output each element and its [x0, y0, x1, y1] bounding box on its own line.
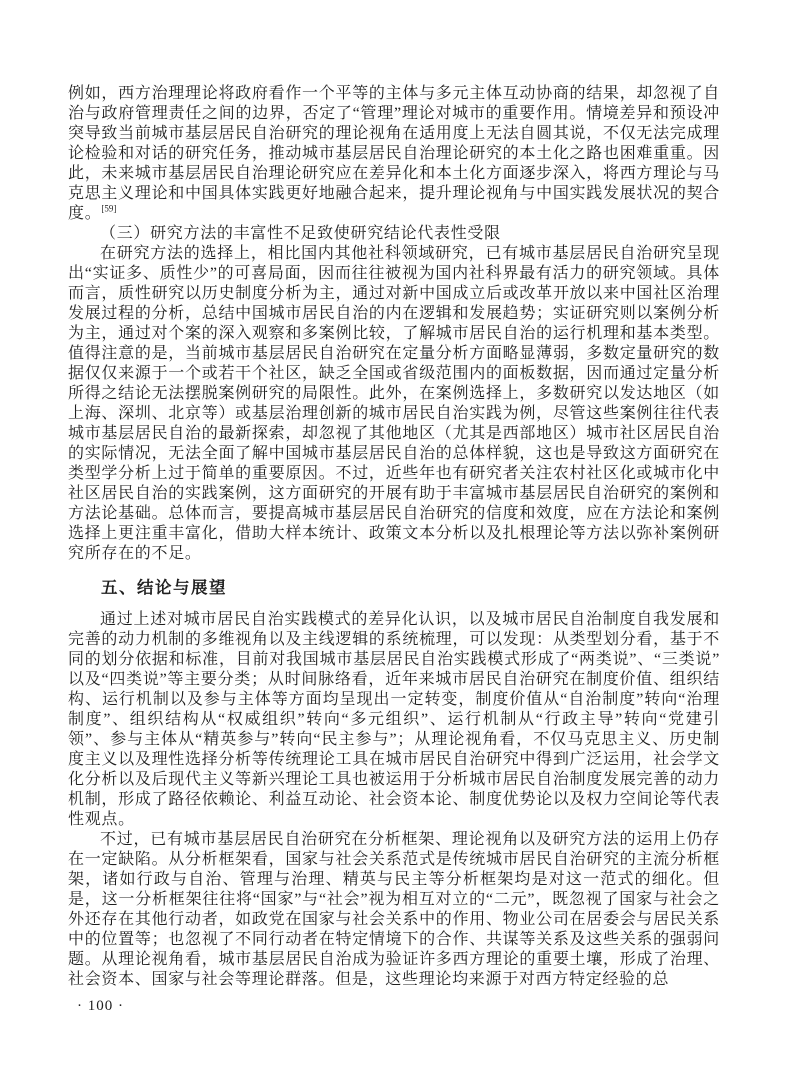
paragraph-conclusion-limitations: 不过，已有城市基层居民自治研究在分析框架、理论视角以及研究方法的运用上仍存在一定缺陷。从分析框架看，国家与社会关系范式是传统城市居民自治研究的主流分析框架，诸如行政与自治、管理与治理、精英与民主等分析框架均是对这一范式的细化。但是，这一分析框架往往将“国家”与“社会”视为相互对立的“二元”，既忽视了国家与社会之外还存在其他行动者，如政党在国家与社会关系中的作用、物业公司在居委会与居民关系中的位置等；也忽视了不同行动者在特定情境下的合作、共谋等关系及这些关系的强弱问题。从理论视角看，城市基层居民自治成为验证许多西方理论的重要土壤，形成了治理、社会资本、国家与社会等理论群落。但是，这些理论均来源于对西方特定经验的总 [68, 831, 720, 988]
article-text-block [68, 84, 720, 990]
page-number: · 100 · [77, 998, 124, 1014]
paragraph-conclusion-summary: 通过上述对城市居民自治实践模式的差异化认识，以及城市居民自治制度自我发展和完善的动力机制的多维视角以及主线逻辑的系统梳理，可以发现：从类型划分看，基于不同的划分依据和标准，目前对我国城市基层居民自治实践模式形成了“两类说”、“三类说”以及“四类说”等主要分类；从时间脉络看，近年来城市居民自治研究在制度价值、组织结构、运行机制以及参与主体等方面均呈现出一定转变，制度价值从“自治制度”转向“治理制度”、组织结构从“权威组织”转向“多元组织”、运行机制从“行政主导”转向“党建引领”、参与主体从“精英参与”转向“民主参与”；从理论视角看，不仅马克思主义、历史制度主义以及理性选择分析等传统理论工具在城市居民自治研究中得到广泛运用，社会学文化分析以及后现代主义等新兴理论工具也被运用于分析城市居民自治制度发展完善的动力机制，形成了路径依赖论、利益互动论、社会资本论、制度优势论以及权力空间论等代表性观点。 [68, 611, 720, 828]
paragraph-intro-continuation [68, 84, 720, 224]
section-heading-conclusion: 五、结论与展望 [101, 579, 227, 597]
paragraph-research-methods: 在研究方法的选择上，相比国内其他社科领域研究，已有城市基层居民自治研究呈现出“实证多、质性少”的可喜局面，因而往往被视为国内社科界最有活力的研究领域。具体而言，质性研究以历史制度分析为主，通过对新中国成立后或改革开放以来中国社区治理发展过程的分析，总结中国城市居民自治的内在逻辑和发展趋势；实证研究则以案例分析为主，通过对个案的深入观察和多案例比较，了解城市居民自治的运行机理和基本类型。值得注意的是，当前城市基层居民自治研究在定量分析方面略显薄弱，多数定量研究的数据仅仅来源于一个或若干个社区，缺乏全国或省级范围内的面板数据，因而通过定量分析所得之结论无法摆脱案例研究的局限性。此外，在案例选择上，多数研究以发达地区（如上海、深圳、北京等）或基层治理创新的城市居民自治实践为例，尽管这些案例往往代表城市基层居民自治的最新探索，却忽视了其他地区（尤其是西部地区）城市社区居民自治的实际情况，无法全面了解中国城市基层居民自治的总体样貌，这也是导致这方面研究在类型学分析上过于简单的重要原因。不过，近些年也有研究者关注农村社区化或城市化中社区居民自治的实践案例，这方面研究的开展有助于丰富城市基层居民自治研究的案例和方法论基础。总体而言，要提高城市基层居民自治研究的信度和效度，应在方法论和案例选择上更注重丰富化，借助大样本统计、政策文本分析以及扎根理论等方法以弥补案例研究所存在的不足。 [68, 245, 720, 562]
footnote-reference: [59] [101, 203, 117, 214]
paragraph-intro-text: 例如，西方治理理论将政府看作一个平等的主体与多元主体互动协商的结果，却忽视了自治与政府管理责任之间的边界，否定了“管理”理论对城市的重要作用。情境差异和预设冲突导致当前城市基层居民自治研究的理论视角在适用度上无法自圆其说，不仅无法完成理论检验和对话的研究任务，推动城市基层居民自治理论研究的本土化之路也困难重重。因此，未来城市基层居民自治理论研究应在差异化和本土化方面逐步深入，将西方理论与马克思主义理论和中国具体实践更好地融合起来，提升理论视角与中国实践发展状况的契合度。 [68, 85, 720, 222]
subsection-heading: （三）研究方法的丰富性不足致使研究结论代表性受限 [100, 225, 501, 242]
